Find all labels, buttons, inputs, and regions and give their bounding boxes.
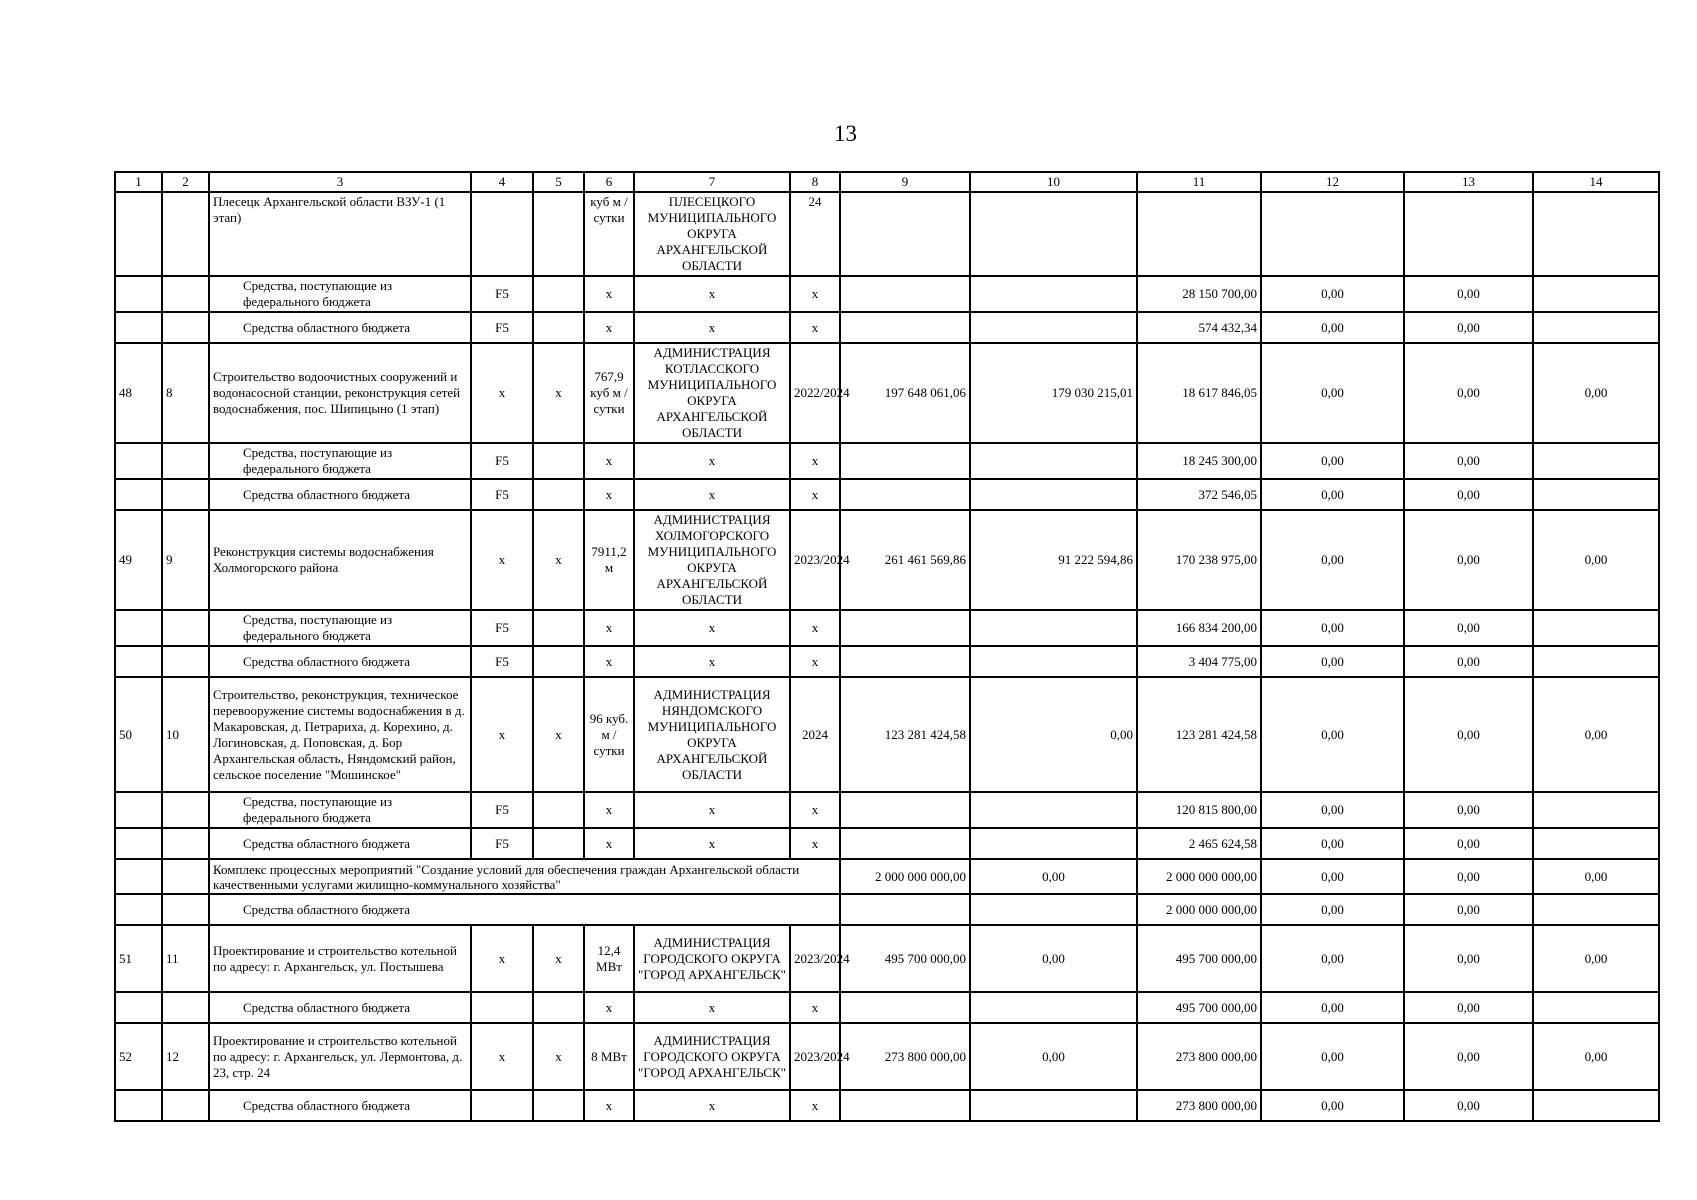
cell-col5: x [533,1023,584,1090]
cell-period: x [790,276,840,312]
cell-total [840,646,970,677]
cell-code [471,992,533,1023]
funding-source-label: Средства областного бюджета [243,319,411,335]
cell-col14 [1533,312,1659,343]
cell-row-number [115,646,162,677]
cell-item-number: 8 [162,343,209,443]
cell-col10: 0,00 [970,1023,1137,1090]
cell-name [209,792,471,828]
cell-col13: 0,00 [1404,792,1533,828]
funding-source-label: Средства областного бюджета [243,999,411,1015]
cell-customer: x [634,443,790,479]
table-row [115,792,1659,828]
cell-total: 273 800 000,00 [840,1023,970,1090]
cell-col12: 0,00 [1261,859,1404,894]
cell-period: x [790,792,840,828]
cell-col5 [533,646,584,677]
header-cell: 7 [634,172,790,192]
funding-source-label: Средства областного бюджета [243,835,411,851]
cell-col13: 0,00 [1404,312,1533,343]
cell-period: x [790,312,840,343]
cell-item-number [162,992,209,1023]
table-row [115,1023,1659,1090]
cell-period: 2023/2024 [790,925,840,992]
cell-customer: АДМИНИСТРАЦИЯ КОТЛАССКОГО МУНИЦИПАЛЬНОГО ОКРУГА АРХАНГЕЛЬСКОЙ ОБЛАСТИ [634,343,790,443]
cell-period: x [790,992,840,1023]
cell-name: Проектирование и строительство котельной по адресу: г. Архангельск, ул. Лермонтова, д. 23, стр. 24 [209,1023,471,1090]
table-row [115,992,1659,1023]
cell-row-number [115,479,162,510]
cell-col10 [970,443,1137,479]
funding-source-label: Средства, поступающие из федерального бюджета [243,445,393,476]
funding-source-label: Средства, поступающие из федерального бюджета [243,278,393,309]
table-row [115,677,1659,792]
cell-col13: 0,00 [1404,828,1533,859]
cell-name: Строительство водоочистных сооружений и водонасосной станции, реконструкция сетей водоснабжения, пос. Шипицыно (1 этап) [209,343,471,443]
cell-col13: 0,00 [1404,510,1533,610]
cell-period: x [790,1090,840,1121]
cell-code: F5 [471,646,533,677]
cell-code: F5 [471,276,533,312]
cell-total: 495 700 000,00 [840,925,970,992]
cell-total [840,276,970,312]
cell-row-number: 52 [115,1023,162,1090]
cell-customer: x [634,828,790,859]
funding-source-label: Средства областного бюджета [243,901,411,917]
cell-col12: 0,00 [1261,479,1404,510]
cell-col5 [533,992,584,1023]
cell-total [840,443,970,479]
cell-col5 [533,276,584,312]
cell-col13: 0,00 [1404,859,1533,894]
cell-col11 [1137,192,1261,276]
table-row [115,894,1659,925]
cell-col14: 0,00 [1533,510,1659,610]
cell-name: Проектирование и строительство котельной по адресу: г. Архангельск, ул. Постышева [209,925,471,992]
cell-capacity: 12,4 МВт [584,925,634,992]
cell-total [840,610,970,646]
cell-customer: x [634,610,790,646]
cell-col11: 2 465 624,58 [1137,828,1261,859]
cell-col13: 0,00 [1404,925,1533,992]
cell-col11: 120 815 800,00 [1137,792,1261,828]
cell-code: x [471,510,533,610]
cell-total: 123 281 424,58 [840,677,970,792]
cell-name [209,1090,471,1121]
cell-col12: 0,00 [1261,894,1404,925]
cell-capacity: x [584,1090,634,1121]
cell-row-number [115,828,162,859]
funding-source-label: Средства, поступающие из федерального бюджета [243,612,393,643]
cell-col11: 495 700 000,00 [1137,925,1261,992]
cell-col5: x [533,343,584,443]
cell-row-number [115,192,162,276]
cell-item-number [162,312,209,343]
cell-col12: 0,00 [1261,792,1404,828]
cell-col10 [970,894,1137,925]
cell-period: 2023/2024 [790,510,840,610]
cell-code: F5 [471,443,533,479]
cell-item-number [162,276,209,312]
header-cell: 9 [840,172,970,192]
cell-code: F5 [471,479,533,510]
header-cell: 10 [970,172,1137,192]
cell-customer: АДМИНИСТРАЦИЯ ХОЛМОГОРСКОГО МУНИЦИПАЛЬНОГО ОКРУГА АРХАНГЕЛЬСКОЙ ОБЛАСТИ [634,510,790,610]
cell-item-number: 10 [162,677,209,792]
cell-item-number [162,443,209,479]
cell-total [840,894,970,925]
table-row [115,1090,1659,1121]
header-cell: 5 [533,172,584,192]
cell-col10 [970,792,1137,828]
cell-customer: x [634,992,790,1023]
cell-total [840,828,970,859]
cell-period: 24 [790,192,840,276]
table-row [115,828,1659,859]
cell-col12: 0,00 [1261,828,1404,859]
cell-capacity: x [584,792,634,828]
cell-col14 [1533,479,1659,510]
cell-col11: 166 834 200,00 [1137,610,1261,646]
cell-col10: 179 030 215,01 [970,343,1137,443]
cell-row-number [115,792,162,828]
cell-period: x [790,610,840,646]
cell-col11: 372 546,05 [1137,479,1261,510]
cell-capacity: x [584,828,634,859]
cell-col12: 0,00 [1261,610,1404,646]
cell-col10 [970,479,1137,510]
cell-code: x [471,343,533,443]
cell-period: 2023/2024 [790,1023,840,1090]
table-row [115,192,1659,276]
cell-col14 [1533,276,1659,312]
cell-col11: 273 800 000,00 [1137,1090,1261,1121]
cell-code [471,1090,533,1121]
cell-name: Реконструкция системы водоснабжения Холмогорского района [209,510,471,610]
cell-customer: АДМИНИСТРАЦИЯ ГОРОДСКОГО ОКРУГА "ГОРОД АРХАНГЕЛЬСК" [634,925,790,992]
cell-col13: 0,00 [1404,610,1533,646]
cell-col5 [533,792,584,828]
table-row [115,510,1659,610]
cell-col10: 0,00 [970,677,1137,792]
cell-col14 [1533,192,1659,276]
cell-col14: 0,00 [1533,343,1659,443]
cell-code: x [471,925,533,992]
cell-total [840,312,970,343]
cell-col5 [533,443,584,479]
cell-item-number [162,859,209,894]
cell-col12: 0,00 [1261,312,1404,343]
cell-period: x [790,479,840,510]
cell-col12: 0,00 [1261,1090,1404,1121]
cell-col11: 18 617 846,05 [1137,343,1261,443]
header-cell: 11 [1137,172,1261,192]
cell-row-number [115,610,162,646]
cell-customer: x [634,276,790,312]
cell-col12: 0,00 [1261,1023,1404,1090]
funding-source-label: Средства областного бюджета [243,1097,411,1113]
cell-item-number [162,610,209,646]
table-row [115,312,1659,343]
cell-item-number [162,828,209,859]
cell-col5: x [533,677,584,792]
cell-customer: x [634,1090,790,1121]
cell-col12: 0,00 [1261,992,1404,1023]
header-cell: 6 [584,172,634,192]
cell-col10 [970,828,1137,859]
cell-col10 [970,312,1137,343]
cell-capacity: x [584,610,634,646]
cell-col14: 0,00 [1533,677,1659,792]
cell-total: 197 648 061,06 [840,343,970,443]
cell-col11: 3 404 775,00 [1137,646,1261,677]
cell-col11: 273 800 000,00 [1137,1023,1261,1090]
cell-period: x [790,443,840,479]
cell-col5 [533,192,584,276]
cell-name [209,646,471,677]
cell-code: x [471,1023,533,1090]
cell-row-number [115,443,162,479]
cell-capacity: x [584,312,634,343]
cell-name [209,443,471,479]
cell-period: x [790,646,840,677]
header-cell: 4 [471,172,533,192]
cell-col12: 0,00 [1261,646,1404,677]
cell-col12: 0,00 [1261,343,1404,443]
cell-customer: x [634,646,790,677]
cell-name [209,610,471,646]
cell-item-number: 9 [162,510,209,610]
cell-col10 [970,276,1137,312]
cell-period: 2022/2024 [790,343,840,443]
cell-col14 [1533,443,1659,479]
cell-row-number [115,1090,162,1121]
cell-item-number: 11 [162,925,209,992]
cell-total [840,1090,970,1121]
table-row [115,443,1659,479]
table-row [115,859,1659,894]
cell-row-number: 49 [115,510,162,610]
header-cell: 12 [1261,172,1404,192]
cell-col14 [1533,894,1659,925]
cell-col10: 0,00 [970,859,1137,894]
cell-row-number [115,859,162,894]
cell-capacity: x [584,646,634,677]
cell-item-number [162,479,209,510]
cell-row-number [115,276,162,312]
cell-customer: x [634,312,790,343]
cell-col13: 0,00 [1404,992,1533,1023]
cell-row-number [115,894,162,925]
cell-col13 [1404,192,1533,276]
cell-name: Плесецк Архангельской области ВЗУ-1 (1 этап) [209,192,471,276]
cell-code: F5 [471,792,533,828]
cell-col14: 0,00 [1533,925,1659,992]
table-row [115,276,1659,312]
cell-col12 [1261,192,1404,276]
cell-col11: 18 245 300,00 [1137,443,1261,479]
cell-col14: 0,00 [1533,859,1659,894]
cell-col14 [1533,610,1659,646]
cell-row-number: 50 [115,677,162,792]
cell-capacity: x [584,276,634,312]
cell-col14 [1533,828,1659,859]
cell-name [209,992,471,1023]
cell-code: F5 [471,610,533,646]
cell-col11: 574 432,34 [1137,312,1261,343]
funding-source-label: Средства областного бюджета [243,653,411,669]
table-row [115,343,1659,443]
cell-col11: 123 281 424,58 [1137,677,1261,792]
header-cell: 8 [790,172,840,192]
cell-customer: ПЛЕСЕЦКОГО МУНИЦИПАЛЬНОГО ОКРУГА АРХАНГЕЛЬСКОЙ ОБЛАСТИ [634,192,790,276]
cell-code [471,192,533,276]
cell-col13: 0,00 [1404,677,1533,792]
cell-col14 [1533,1090,1659,1121]
cell-col13: 0,00 [1404,1090,1533,1121]
cell-col13: 0,00 [1404,1023,1533,1090]
cell-code: F5 [471,828,533,859]
cell-col10 [970,646,1137,677]
table-row [115,646,1659,677]
cell-item-number: 12 [162,1023,209,1090]
cell-col13: 0,00 [1404,276,1533,312]
cell-col5 [533,1090,584,1121]
cell-customer: x [634,479,790,510]
cell-capacity: куб м / сутки [584,192,634,276]
cell-name [209,828,471,859]
header-cell: 1 [115,172,162,192]
cell-col14 [1533,646,1659,677]
cell-col14: 0,00 [1533,1023,1659,1090]
cell-total [840,479,970,510]
cell-col13: 0,00 [1404,894,1533,925]
cell-col12: 0,00 [1261,443,1404,479]
cell-col12: 0,00 [1261,925,1404,992]
cell-capacity: 767,9 куб м / сутки [584,343,634,443]
header-cell: 2 [162,172,209,192]
budget-table [114,171,1660,1122]
cell-col10 [970,610,1137,646]
cell-total: 261 461 569,86 [840,510,970,610]
cell-name: Строительство, реконструкция, техническое перевооружение системы водоснабжения в д. Макаровская, д. Петрариха, д. Корехино, д. Логиновская, д. Поповская, д. Бор Архангельская область, Няндомский район, сельское поселение "Мошинское" [209,677,471,792]
cell-col13: 0,00 [1404,479,1533,510]
table-row [115,610,1659,646]
cell-total [840,192,970,276]
cell-col5: x [533,510,584,610]
cell-total: 2 000 000 000,00 [840,859,970,894]
cell-col13: 0,00 [1404,343,1533,443]
cell-name [209,894,840,925]
cell-row-number: 48 [115,343,162,443]
cell-col10 [970,1090,1137,1121]
cell-total [840,992,970,1023]
cell-col10 [970,192,1137,276]
header-cell: 3 [209,172,471,192]
cell-col11: 28 150 700,00 [1137,276,1261,312]
cell-capacity: x [584,479,634,510]
cell-col14 [1533,992,1659,1023]
header-row [115,172,1659,192]
cell-row-number: 51 [115,925,162,992]
cell-col5 [533,828,584,859]
cell-customer: АДМИНИСТРАЦИЯ ГОРОДСКОГО ОКРУГА "ГОРОД АРХАНГЕЛЬСК" [634,1023,790,1090]
cell-col11: 170 238 975,00 [1137,510,1261,610]
cell-period: 2024 [790,677,840,792]
cell-col12: 0,00 [1261,276,1404,312]
cell-item-number [162,646,209,677]
cell-col14 [1533,792,1659,828]
funding-source-label: Средства областного бюджета [243,486,411,502]
header-cell: 13 [1404,172,1533,192]
cell-program-name: Комплекс процессных мероприятий "Создание условий для обеспечения граждан Архангельской области качественными услугами жилищно-коммунального хозяйства" [209,859,840,894]
cell-col5: x [533,925,584,992]
cell-customer: АДМИНИСТРАЦИЯ НЯНДОМСКОГО МУНИЦИПАЛЬНОГО ОКРУГА АРХАНГЕЛЬСКОЙ ОБЛАСТИ [634,677,790,792]
cell-period: x [790,828,840,859]
cell-col12: 0,00 [1261,677,1404,792]
cell-capacity: 8 МВт [584,1023,634,1090]
cell-capacity: 7911,2 м [584,510,634,610]
cell-name [209,479,471,510]
cell-col10: 91 222 594,86 [970,510,1137,610]
cell-item-number [162,1090,209,1121]
cell-row-number [115,992,162,1023]
cell-item-number [162,894,209,925]
cell-total [840,792,970,828]
cell-col5 [533,312,584,343]
cell-row-number [115,312,162,343]
cell-code: F5 [471,312,533,343]
header-cell: 14 [1533,172,1659,192]
cell-name [209,276,471,312]
funding-source-label: Средства, поступающие из федерального бюджета [243,794,393,825]
cell-col12: 0,00 [1261,510,1404,610]
cell-col10: 0,00 [970,925,1137,992]
cell-col11: 2 000 000 000,00 [1137,894,1261,925]
cell-col13: 0,00 [1404,443,1533,479]
cell-code: x [471,677,533,792]
cell-col13: 0,00 [1404,646,1533,677]
table-row [115,925,1659,992]
cell-capacity: x [584,443,634,479]
cell-name [209,312,471,343]
cell-capacity: 96 куб. м / сутки [584,677,634,792]
cell-col5 [533,610,584,646]
cell-col11: 495 700 000,00 [1137,992,1261,1023]
table-row [115,479,1659,510]
page-number: 13 [834,121,857,146]
cell-capacity: x [584,992,634,1023]
cell-item-number [162,192,209,276]
cell-customer: x [634,792,790,828]
cell-col5 [533,479,584,510]
cell-col11: 2 000 000 000,00 [1137,859,1261,894]
cell-col10 [970,992,1137,1023]
cell-item-number [162,792,209,828]
